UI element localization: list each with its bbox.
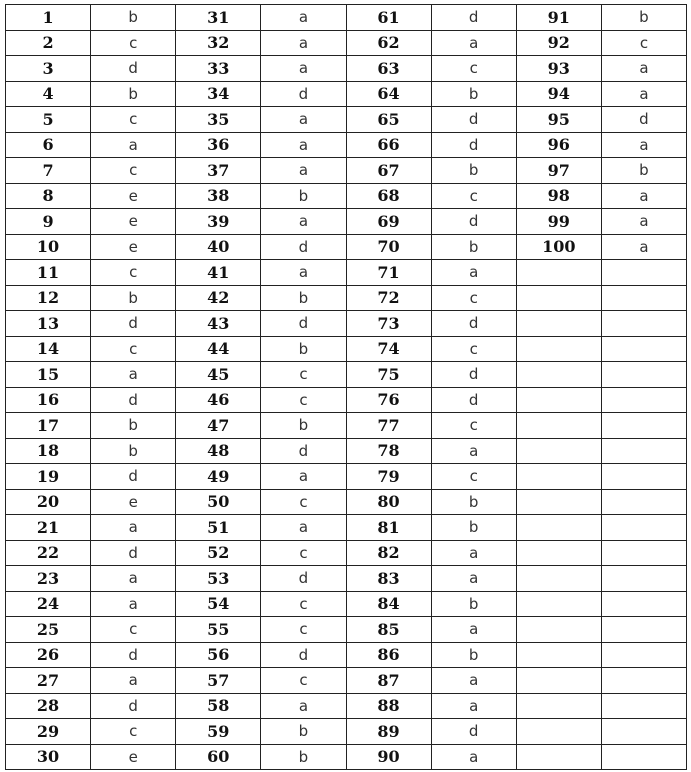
question-number-cell: 8 xyxy=(6,183,91,209)
answer-cell xyxy=(601,642,686,668)
question-number-cell: 59 xyxy=(176,719,261,745)
question-number-cell: 43 xyxy=(176,311,261,337)
table-row xyxy=(6,81,687,107)
answer-cell: d xyxy=(91,387,176,413)
question-number-cell: 38 xyxy=(176,183,261,209)
question-number-cell: 30 xyxy=(6,744,91,770)
question-number-cell: 87 xyxy=(346,668,431,694)
question-number-cell: 41 xyxy=(176,260,261,286)
question-number-cell: 75 xyxy=(346,362,431,388)
answer-cell: d xyxy=(91,642,176,668)
answer-cell: e xyxy=(91,744,176,770)
question-number-cell: 31 xyxy=(176,5,261,31)
question-number-cell: 25 xyxy=(6,617,91,643)
table-row xyxy=(6,209,687,235)
answer-cell: c xyxy=(431,336,516,362)
question-number-cell: 71 xyxy=(346,260,431,286)
answer-cell xyxy=(601,540,686,566)
answer-cell: c xyxy=(91,617,176,643)
question-number-cell xyxy=(516,285,601,311)
question-number-cell: 81 xyxy=(346,515,431,541)
answer-cell: d xyxy=(261,234,346,260)
question-number-cell: 88 xyxy=(346,693,431,719)
table-row xyxy=(6,464,687,490)
answer-cell: a xyxy=(431,693,516,719)
table-row xyxy=(6,56,687,82)
question-number-cell: 94 xyxy=(516,81,601,107)
answer-key-table xyxy=(5,4,687,770)
answer-cell: a xyxy=(261,260,346,286)
answer-cell: b xyxy=(431,591,516,617)
question-number-cell: 26 xyxy=(6,642,91,668)
question-number-cell: 2 xyxy=(6,30,91,56)
question-number-cell: 96 xyxy=(516,132,601,158)
answer-cell: c xyxy=(91,30,176,56)
answer-cell: d xyxy=(261,642,346,668)
question-number-cell: 23 xyxy=(6,566,91,592)
answer-cell: a xyxy=(261,107,346,133)
answer-cell: a xyxy=(91,362,176,388)
question-number-cell: 13 xyxy=(6,311,91,337)
table-row xyxy=(6,566,687,592)
answer-cell: b xyxy=(261,719,346,745)
question-number-cell xyxy=(516,744,601,770)
answer-cell: a xyxy=(431,668,516,694)
answer-cell: d xyxy=(261,311,346,337)
answer-cell: a xyxy=(261,693,346,719)
answer-cell: b xyxy=(431,158,516,184)
answer-cell: a xyxy=(261,132,346,158)
answer-cell: b xyxy=(91,5,176,31)
answer-cell: c xyxy=(261,387,346,413)
question-number-cell: 21 xyxy=(6,515,91,541)
question-number-cell xyxy=(516,438,601,464)
table-row xyxy=(6,413,687,439)
answer-cell xyxy=(601,668,686,694)
question-number-cell: 20 xyxy=(6,489,91,515)
question-number-cell: 72 xyxy=(346,285,431,311)
question-number-cell: 69 xyxy=(346,209,431,235)
question-number-cell xyxy=(516,642,601,668)
answer-cell xyxy=(601,744,686,770)
answer-cell: b xyxy=(261,413,346,439)
question-number-cell: 7 xyxy=(6,158,91,184)
question-number-cell: 53 xyxy=(176,566,261,592)
table-row xyxy=(6,515,687,541)
answer-cell: c xyxy=(261,591,346,617)
answer-cell xyxy=(601,591,686,617)
question-number-cell: 90 xyxy=(346,744,431,770)
answer-cell: b xyxy=(431,234,516,260)
question-number-cell: 49 xyxy=(176,464,261,490)
question-number-cell: 50 xyxy=(176,489,261,515)
question-number-cell xyxy=(516,515,601,541)
answer-cell xyxy=(601,387,686,413)
table-row xyxy=(6,132,687,158)
question-number-cell: 99 xyxy=(516,209,601,235)
question-number-cell: 61 xyxy=(346,5,431,31)
answer-cell xyxy=(601,489,686,515)
table-row xyxy=(6,158,687,184)
question-number-cell: 12 xyxy=(6,285,91,311)
answer-cell: d xyxy=(91,540,176,566)
question-number-cell: 4 xyxy=(6,81,91,107)
table-row xyxy=(6,260,687,286)
answer-cell: a xyxy=(431,744,516,770)
answer-cell: b xyxy=(431,81,516,107)
answer-cell xyxy=(601,617,686,643)
answer-cell xyxy=(601,438,686,464)
answer-cell: d xyxy=(431,209,516,235)
question-number-cell: 37 xyxy=(176,158,261,184)
answer-cell: b xyxy=(601,5,686,31)
question-number-cell: 54 xyxy=(176,591,261,617)
answer-cell: d xyxy=(91,693,176,719)
question-number-cell: 67 xyxy=(346,158,431,184)
question-number-cell xyxy=(516,489,601,515)
table-row xyxy=(6,107,687,133)
answer-cell xyxy=(601,336,686,362)
answer-cell: a xyxy=(431,540,516,566)
answer-cell: d xyxy=(91,464,176,490)
question-number-cell: 18 xyxy=(6,438,91,464)
answer-cell: a xyxy=(91,566,176,592)
answer-cell: b xyxy=(431,642,516,668)
question-number-cell xyxy=(516,464,601,490)
answer-cell: d xyxy=(431,719,516,745)
answer-cell: a xyxy=(261,158,346,184)
answer-cell xyxy=(601,464,686,490)
table-row xyxy=(6,285,687,311)
answer-cell: d xyxy=(261,438,346,464)
question-number-cell: 78 xyxy=(346,438,431,464)
question-number-cell: 64 xyxy=(346,81,431,107)
answer-cell: d xyxy=(91,311,176,337)
answer-cell: a xyxy=(601,234,686,260)
table-row xyxy=(6,336,687,362)
question-number-cell: 82 xyxy=(346,540,431,566)
answer-cell: d xyxy=(261,566,346,592)
question-number-cell: 85 xyxy=(346,617,431,643)
question-number-cell: 56 xyxy=(176,642,261,668)
question-number-cell: 60 xyxy=(176,744,261,770)
question-number-cell: 45 xyxy=(176,362,261,388)
answer-cell: b xyxy=(431,515,516,541)
table-row xyxy=(6,693,687,719)
answer-cell: a xyxy=(261,464,346,490)
answer-cell xyxy=(601,693,686,719)
answer-cell: c xyxy=(431,56,516,82)
table-row xyxy=(6,617,687,643)
answer-cell: c xyxy=(261,617,346,643)
question-number-cell: 66 xyxy=(346,132,431,158)
answer-cell: c xyxy=(91,260,176,286)
question-number-cell xyxy=(516,617,601,643)
question-number-cell: 97 xyxy=(516,158,601,184)
question-number-cell xyxy=(516,387,601,413)
answer-cell: c xyxy=(431,413,516,439)
answer-cell xyxy=(601,311,686,337)
table-row xyxy=(6,234,687,260)
question-number-cell: 11 xyxy=(6,260,91,286)
answer-cell xyxy=(601,566,686,592)
answer-cell: a xyxy=(601,183,686,209)
question-number-cell: 100 xyxy=(516,234,601,260)
question-number-cell: 29 xyxy=(6,719,91,745)
table-row xyxy=(6,668,687,694)
question-number-cell: 9 xyxy=(6,209,91,235)
answer-cell: a xyxy=(261,5,346,31)
answer-cell: b xyxy=(431,489,516,515)
answer-cell: b xyxy=(91,413,176,439)
table-row xyxy=(6,362,687,388)
question-number-cell: 95 xyxy=(516,107,601,133)
table-row xyxy=(6,5,687,31)
answer-cell: a xyxy=(431,30,516,56)
answer-cell: e xyxy=(91,209,176,235)
question-number-cell: 55 xyxy=(176,617,261,643)
answer-cell: d xyxy=(431,132,516,158)
answer-cell: d xyxy=(91,56,176,82)
answer-cell: d xyxy=(601,107,686,133)
table-row xyxy=(6,540,687,566)
question-number-cell: 63 xyxy=(346,56,431,82)
question-number-cell: 52 xyxy=(176,540,261,566)
answer-key-body xyxy=(6,5,687,770)
answer-cell: b xyxy=(91,81,176,107)
answer-cell: a xyxy=(91,591,176,617)
answer-cell: c xyxy=(91,158,176,184)
question-number-cell: 89 xyxy=(346,719,431,745)
question-number-cell xyxy=(516,413,601,439)
answer-cell: a xyxy=(431,438,516,464)
table-row xyxy=(6,387,687,413)
question-number-cell: 73 xyxy=(346,311,431,337)
table-row xyxy=(6,311,687,337)
question-number-cell: 17 xyxy=(6,413,91,439)
question-number-cell: 74 xyxy=(346,336,431,362)
question-number-cell xyxy=(516,260,601,286)
question-number-cell: 76 xyxy=(346,387,431,413)
question-number-cell: 80 xyxy=(346,489,431,515)
question-number-cell: 57 xyxy=(176,668,261,694)
answer-cell: d xyxy=(431,387,516,413)
answer-cell xyxy=(601,362,686,388)
answer-cell: a xyxy=(601,209,686,235)
answer-cell xyxy=(601,515,686,541)
question-number-cell: 10 xyxy=(6,234,91,260)
question-number-cell: 15 xyxy=(6,362,91,388)
question-number-cell: 42 xyxy=(176,285,261,311)
answer-cell xyxy=(601,719,686,745)
answer-cell: d xyxy=(261,81,346,107)
question-number-cell: 44 xyxy=(176,336,261,362)
answer-cell: c xyxy=(91,107,176,133)
answer-cell: a xyxy=(601,81,686,107)
question-number-cell: 28 xyxy=(6,693,91,719)
question-number-cell: 22 xyxy=(6,540,91,566)
question-number-cell: 6 xyxy=(6,132,91,158)
question-number-cell xyxy=(516,311,601,337)
answer-cell: d xyxy=(431,311,516,337)
question-number-cell: 48 xyxy=(176,438,261,464)
question-number-cell: 47 xyxy=(176,413,261,439)
answer-cell: a xyxy=(261,515,346,541)
answer-cell: c xyxy=(91,719,176,745)
question-number-cell: 27 xyxy=(6,668,91,694)
table-row xyxy=(6,744,687,770)
table-row xyxy=(6,30,687,56)
question-number-cell: 86 xyxy=(346,642,431,668)
answer-cell: c xyxy=(261,489,346,515)
answer-cell: c xyxy=(431,285,516,311)
question-number-cell: 58 xyxy=(176,693,261,719)
question-number-cell: 3 xyxy=(6,56,91,82)
answer-cell: a xyxy=(431,617,516,643)
answer-cell: b xyxy=(91,438,176,464)
answer-cell: a xyxy=(91,668,176,694)
answer-cell: a xyxy=(601,56,686,82)
question-number-cell: 35 xyxy=(176,107,261,133)
question-number-cell xyxy=(516,591,601,617)
table-row xyxy=(6,591,687,617)
answer-cell: b xyxy=(261,285,346,311)
question-number-cell: 19 xyxy=(6,464,91,490)
question-number-cell: 33 xyxy=(176,56,261,82)
question-number-cell: 34 xyxy=(176,81,261,107)
question-number-cell: 84 xyxy=(346,591,431,617)
question-number-cell xyxy=(516,362,601,388)
answer-cell: e xyxy=(91,183,176,209)
table-row xyxy=(6,719,687,745)
question-number-cell: 46 xyxy=(176,387,261,413)
answer-cell: a xyxy=(261,209,346,235)
question-number-cell xyxy=(516,693,601,719)
answer-cell: c xyxy=(261,668,346,694)
answer-cell: a xyxy=(261,30,346,56)
answer-cell: a xyxy=(91,515,176,541)
answer-cell: d xyxy=(431,5,516,31)
table-row xyxy=(6,642,687,668)
question-number-cell xyxy=(516,566,601,592)
answer-cell: b xyxy=(91,285,176,311)
question-number-cell: 36 xyxy=(176,132,261,158)
answer-cell: a xyxy=(601,132,686,158)
answer-cell: e xyxy=(91,234,176,260)
question-number-cell xyxy=(516,719,601,745)
table-row xyxy=(6,183,687,209)
question-number-cell: 62 xyxy=(346,30,431,56)
question-number-cell xyxy=(516,540,601,566)
answer-cell: a xyxy=(431,566,516,592)
answer-cell xyxy=(601,285,686,311)
answer-cell: b xyxy=(261,183,346,209)
question-number-cell: 98 xyxy=(516,183,601,209)
answer-cell xyxy=(601,413,686,439)
question-number-cell: 92 xyxy=(516,30,601,56)
question-number-cell: 40 xyxy=(176,234,261,260)
question-number-cell xyxy=(516,336,601,362)
question-number-cell: 14 xyxy=(6,336,91,362)
answer-cell: c xyxy=(431,183,516,209)
question-number-cell: 51 xyxy=(176,515,261,541)
table-row xyxy=(6,489,687,515)
question-number-cell: 77 xyxy=(346,413,431,439)
answer-cell: d xyxy=(431,362,516,388)
answer-cell: b xyxy=(601,158,686,184)
question-number-cell: 83 xyxy=(346,566,431,592)
question-number-cell: 93 xyxy=(516,56,601,82)
question-number-cell: 70 xyxy=(346,234,431,260)
question-number-cell: 32 xyxy=(176,30,261,56)
answer-cell: c xyxy=(261,362,346,388)
question-number-cell: 1 xyxy=(6,5,91,31)
question-number-cell: 24 xyxy=(6,591,91,617)
answer-cell: a xyxy=(261,56,346,82)
answer-cell: b xyxy=(261,744,346,770)
answer-cell xyxy=(601,260,686,286)
answer-cell: c xyxy=(261,540,346,566)
answer-cell: c xyxy=(601,30,686,56)
question-number-cell: 16 xyxy=(6,387,91,413)
answer-cell: d xyxy=(431,107,516,133)
answer-cell: c xyxy=(431,464,516,490)
question-number-cell: 79 xyxy=(346,464,431,490)
answer-cell: e xyxy=(91,489,176,515)
question-number-cell: 39 xyxy=(176,209,261,235)
table-row xyxy=(6,438,687,464)
question-number-cell: 65 xyxy=(346,107,431,133)
answer-cell: c xyxy=(91,336,176,362)
answer-cell: a xyxy=(431,260,516,286)
question-number-cell: 91 xyxy=(516,5,601,31)
answer-cell: a xyxy=(91,132,176,158)
answer-cell: b xyxy=(261,336,346,362)
question-number-cell: 5 xyxy=(6,107,91,133)
question-number-cell: 68 xyxy=(346,183,431,209)
question-number-cell xyxy=(516,668,601,694)
